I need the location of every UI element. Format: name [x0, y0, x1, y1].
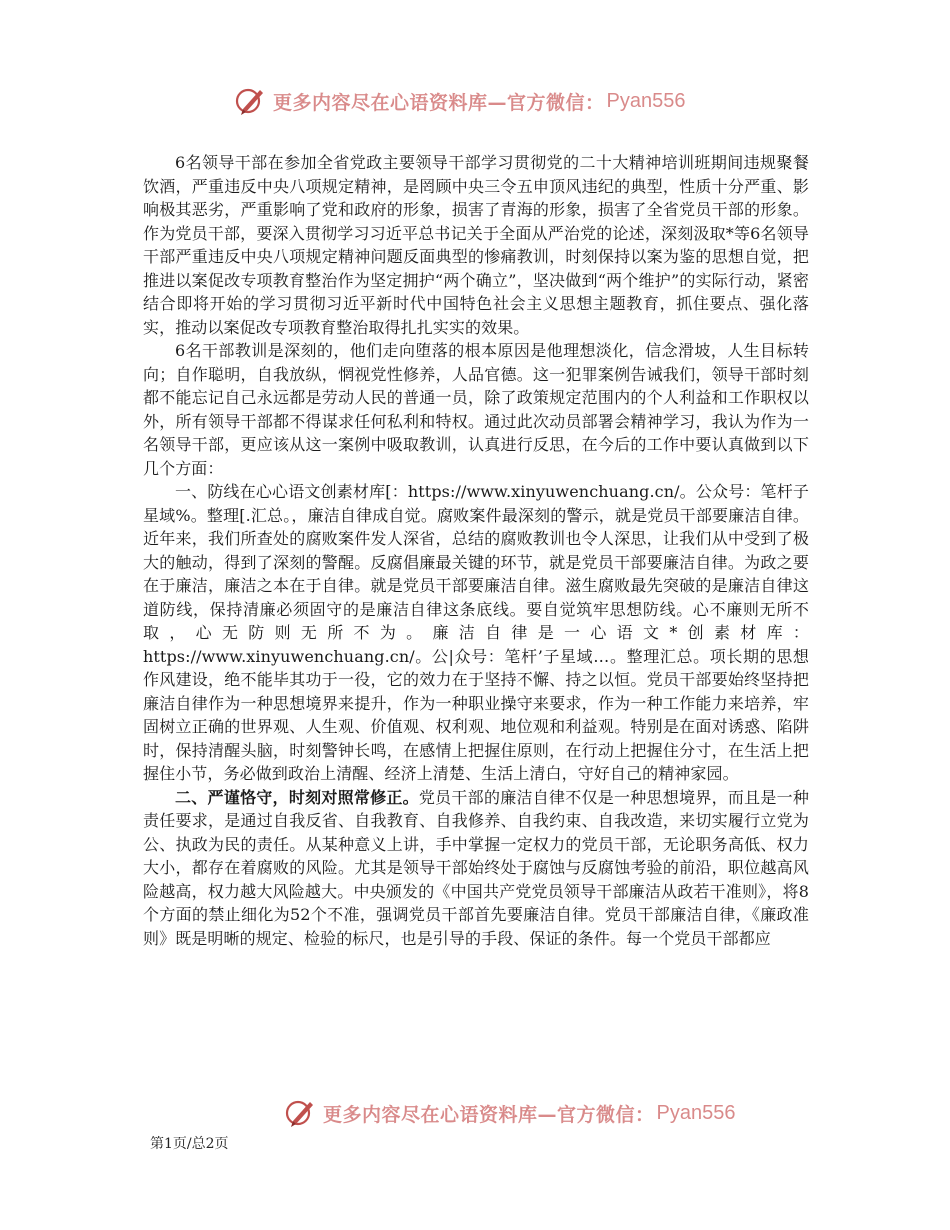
banner-wechat-id: Pyan556: [656, 1101, 736, 1124]
paragraph-3: 一、防线在心心语文创素材库[：https://www.xinyuwenchuang.cn/。公众号：笔杆子星域%。整理[.汇总。，廉洁自律成自觉。腐败案件最深刻的警示，就是党员干部要廉洁自律。近年来，我们所查处的腐败案件发人深省，总结的腐败教训也令人深思，让我们从中受到了极大的触动，得到了深刻的警醒。反腐倡廉最关键的环节，就是党员干部要廉洁自律。为政之要在于廉洁，廉洁之本在于自律。就是党员干部要廉洁自律。滋生腐败最先突破的是廉洁自律这道防线，保持清廉必须固守的是廉洁自律这条底线。要自觉筑牢思想防线。心不廉则无所不取，心无防则无所不为。廉洁自律是一心语文*创素材库：https://www.xinyuwenchuang.cn/。公|众号：笔杆’子星域…。整理汇总。项长期的思想作风建设，绝不能毕其功于一役，它的效力在于坚持不懈、持之以恒。党员干部要始终坚持把廉洁自律作为一种思想境界来提升，作为一种职业操守来要求，作为一种工作能力来培养，牢固树立正确的世界观、人生观、价值观、权利观、地位观和利益观。特别是在面对诱惑、陷阱时，保持清醒头脑，时刻警钟长鸣，在感情上把握住原则，在行动上把握住分寸，在生活上把握住小节，务必做到政治上清醒、经济上清楚、生活上清白，守好自己的精神家园。: [143, 482, 809, 783]
footer-banner: [283, 1096, 735, 1130]
banner-text: 更多内容尽在心语资料库—官方微信：: [323, 1103, 655, 1126]
section-heading: 二、严谨恪守，时刻对照常修正。: [175, 787, 419, 807]
page-number: 第1页/总2页: [150, 1136, 229, 1152]
banner-text: 更多内容尽在心语资料库—官方微信：: [273, 91, 605, 114]
header-banner: [233, 84, 685, 118]
banner-wechat-id: Pyan556: [606, 89, 686, 112]
paragraph-1: 6名领导干部在参加全省党政主要领导干部学习贯彻党的二十大精神培训班期间违规聚餐饮酒，严重违反中央八项规定精神，是罔顾中央三令五申顶风违纪的典型，性质十分严重、影响极其恶劣，严重影响了党和政府的形象，损害了青海的形象，损害了全省党员干部的形象。作为党员干部，要深入贯彻学习习近平总书记关于全面从严治党的论述，深刻汲取*等6名领导干部严重违反中央八项规定精神问题反面典型的惨痛教训，时刻保持以案为鉴的思想自觉，把推进以案促改专项教育整治作为坚定拥护“两个确立”，坚决做到“两个维护”的实际行动，紧密结合即将开始的学习贯彻习近平新时代中国特色社会主义思想主题教育，抓住要点、强化落实，推动以案促改专项教育整治取得扎扎实实的效果。: [143, 153, 809, 337]
paragraph-4: 二、严谨恪守，时刻对照常修正。党员干部的廉洁自律不仅是一种思想境界，而且是一种责任要求，是通过自我反省、自我教育、自我修养、自我约束、自我改造，来切实履行立党为公、执政为民的责任。从某种意义上讲，手中掌握一定权力的党员干部，无论职务高低、权力大小，都存在着腐败的风险。尤其是领导干部始终处于腐蚀与反腐蚀考验的前沿，职位越高风险越高，权力越大风险越大。中央颁发的《中国共产党党员领导干部廉洁从政若干准则》，将8个方面的禁止细化为52个不准，强调党员干部首先要廉洁自律。党员干部廉洁自律，《廉政准则》既是明晰的规定、检验的标尺，也是引导的手段、保证的条件。每一个党员干部都应: [143, 787, 809, 948]
article-body: [143, 151, 809, 950]
pen-logo-icon: [283, 1096, 317, 1130]
pen-logo-icon: [233, 84, 267, 118]
paragraph-2: 6名干部教训是深刻的，他们走向堕落的根本原因是他理想淡化，信念滑坡，人生目标转向；自作聪明，自我放纵，惘视党性修养，人品官德。这一犯罪案例告诫我们，领导干部时刻都不能忘记自己永远都是劳动人民的普通一员，除了政策规定范围内的个人利益和工作职权以外，所有领导干部都不得谋求任何私利和特权。通过此次动员部署会精神学习，我认为作为一名领导干部，更应该从这一案例中吸取教训，认真进行反思，在今后的工作中要认真做到以下几个方面：: [143, 341, 809, 478]
